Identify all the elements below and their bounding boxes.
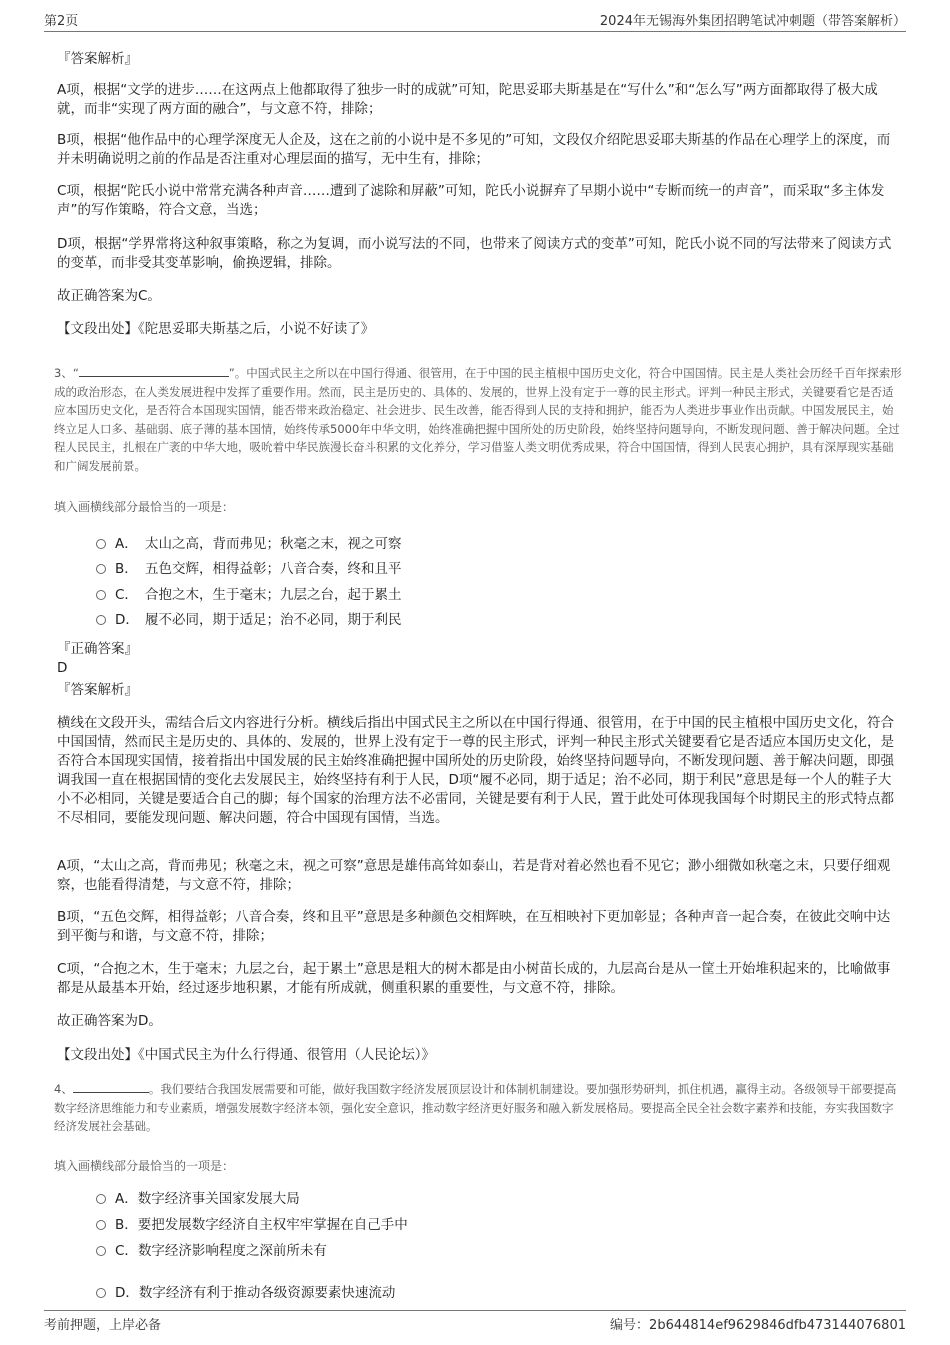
radio-icon[interactable] (96, 590, 106, 600)
q3-option-c[interactable]: C． 合抱之木，生于毫末；九层之台，起于累土 (96, 586, 402, 605)
q2-conclusion: 故正确答案为C。 (57, 288, 161, 304)
q4-stem-text: 。我们要结合我国发展需要和可能，做好我国数字经济发展顶层设计和体制机制建设。要加强形势研判，抓住机遇，赢得主动。各级领导干部要提高数字经济思维能力和专业素质，增强发展数字经济本领，强化安全意识，推动数字经济更好服务和融入新发展格局。要提高全民全社会数字素养和技能，夯实我国数字经济发展社会基础。 (54, 1082, 897, 1134)
q3-source: 【文段出处】《中国式民主为什么行得通、很管用（人民论坛）》 (57, 1047, 435, 1063)
q3-number: 3、“ (54, 366, 79, 380)
footer-code (610, 1314, 906, 1333)
q2-source: 【文段出处】《陀思妥耶夫斯基之后，小说不好读了》 (57, 321, 375, 337)
q3-analysis-main: 横线在文段开头，需结合后文内容进行分析。横线后指出中国式民主之所以在中国行得通、很管用，在于中国的民主植根中国历史文化，符合中国国情，然而民主是历史的、具体的、发展的，世界上没有定于一尊的民主形式，评判一种民主形式关键要看它是否适应本国历史文化，是否符合本国现实国情，接着指出中国发展的民主始终准确把握中国所处的历史阶段，始终坚持问题导向，不断发现问题、善于解决问题，即强调我国一直在根据国情的变化去发展民主，始终坚持有利于人民，D项“履不必同，期于适足；治不必同，期于利民”意思是每一个人的鞋子大小不必相同，关键是要适合自己的脚；每个国家的治理方法不必雷同，关键是要有利于人民，置于此处可体现我国每个时期民主的形式特点都不尽相同，要能发现问题、解决问题，符合中国现有国情，当选。 (57, 715, 894, 826)
q2-analysis-heading: 『答案解析』 (57, 51, 138, 67)
radio-icon[interactable] (96, 539, 106, 549)
q4-stem (54, 1080, 904, 1136)
q2-analysis-a: A项，根据“文学的进步……在这两点上他都取得了独步一时的成就”可知，陀思妥耶夫斯基是在“写什么”和“怎么写”两方面都取得了极大成就，而非“实现了两方面的融合”，与文意不符，排除； (57, 82, 878, 117)
q3-conclusion: 故正确答案为D。 (57, 1013, 162, 1029)
radio-icon[interactable] (96, 564, 106, 574)
q3-analysis-b: B项，“五色交辉，相得益彰；八音合奏，终和且平”意思是多种颜色交相辉映，在互相映衬下更加彰显；各种声音一起合奏，在彼此交响中达到平衡与和谐，与文意不符，排除； (57, 909, 891, 944)
document-title: 2024年无锡海外集团招聘笔试冲刺题（带答案解析） (599, 14, 906, 29)
q4-option-a[interactable]: A．数字经济事关国家发展大局 (96, 1190, 300, 1209)
footer-divider (44, 1310, 906, 1311)
q2-analysis-b: B项，根据“他作品中的心理学深度无人企及，这在之前的小说中是不多见的”可知，文段仅介绍陀思妥耶夫斯基的作品在心理学上的深度，而并未明确说明之前的作品是否注重对心理层面的描写，无中生有，排除； (57, 132, 891, 167)
q4-option-d[interactable]: D．数字经济有利于推动各级资源要素快速流动 (96, 1284, 395, 1303)
header-divider (44, 31, 906, 32)
q3-answer-heading: 『正确答案』 (57, 641, 138, 657)
q4-option-b[interactable]: B．要把发展数字经济自主权牢牢掌握在自己手中 (96, 1216, 408, 1235)
radio-icon[interactable] (96, 1220, 106, 1230)
radio-icon[interactable] (96, 615, 106, 625)
radio-icon[interactable] (96, 1194, 106, 1204)
q3-analysis-a: A项，“太山之高，背而弗见；秋毫之末，视之可察”意思是雄伟高耸如泰山，若是背对着必然也看不见它；渺小细微如秋毫之末，只要仔细观察，也能看得清楚，与文意不符，排除； (57, 858, 891, 893)
radio-icon[interactable] (96, 1246, 106, 1256)
q3-option-b[interactable]: B． 五色交辉，相得益彰；八音合奏，终和且平 (96, 560, 402, 579)
q2-analysis-c: C项，根据“陀氏小说中常常充满各种声音……遭到了滤除和屏蔽”可知，陀氏小说摒弃了早期小说中“专断而统一的声音”，而采取“多主体发声”的写作策略，符合文意，当选； (57, 183, 885, 218)
q3-answer: D (57, 660, 68, 676)
footer-code-value: 2b644814ef9629846dfb473144076801 (649, 1318, 906, 1333)
q3-option-d[interactable]: D． 履不必同，期于适足；治不必同，期于利民 (96, 611, 402, 630)
q4-option-c[interactable]: C．数字经济影响程度之深前所未有 (96, 1242, 327, 1261)
q4-prompt: 填入画横线部分最恰当的一项是： (54, 1159, 235, 1173)
footer-slogan: 考前押题，上岸必备 (44, 1318, 162, 1333)
q3-analysis-c: C项，“合抱之木，生于毫末；九层之台，起于累土”意思是粗大的树木都是由小树苗长成的，九层高台是从一筐土开始堆积起来的，比喻做事都是从最基本开始，经过逐步地积累，才能有所成就，侧重积累的重要性，与文意不符，排除。 (57, 961, 891, 996)
radio-icon[interactable] (96, 1288, 106, 1298)
q3-stem (54, 364, 904, 476)
q3-analysis-heading: 『答案解析』 (57, 682, 138, 698)
q3-blank (79, 376, 229, 377)
q4-number: 4、 (54, 1082, 73, 1096)
q3-prompt: 填入画横线部分最恰当的一项是： (54, 500, 235, 514)
page-number: 第2页 (44, 14, 79, 29)
q3-option-a[interactable]: A． 太山之高，背而弗见；秋毫之末，视之可察 (96, 535, 402, 554)
q2-analysis-d: D项，根据“学界常将这种叙事策略，称之为复调，而小说写法的不同，也带来了阅读方式的变革”可知，陀氏小说不同的写法带来了阅读方式的变革，而非受其变革影响，偷换逻辑，排除。 (57, 236, 892, 271)
footer-code-label: 编号： (610, 1318, 650, 1333)
q3-stem-text: ”。中国式民主之所以在中国行得通、很管用，在于中国的民主植根中国历史文化，符合中国国情。民主是人类社会历经千百年探索形成的政治形态，在人类发展进程中发挥了重要作用。然而，民主是历史的、具体的、发展的，世界上没有定于一尊的民主形式。评判一种民主形式，关键要看它是否适应本国历史文化，是否符合本国现实国情，能否带来政治稳定、社会进步、民生改善，能否得到人民的支持和拥护，能否为人类进步事业作出贡献。中国发展民主，始终立足人口多、基础弱、底子薄的基本国情，始终传承5000年中华文明，始终准确把握中国所处的历史阶段，始终坚持问题导向，不断发现问题、善于解决问题。全过程人民民主，扎根在广袤的中华大地，吸吮着中华民族漫长奋斗积累的文化养分，学习借鉴人类文明优秀成果，符合中国国情，得到人民衷心拥护，具有深厚现实基础和广阔发展前景。 (54, 366, 902, 473)
q4-blank (73, 1092, 149, 1093)
